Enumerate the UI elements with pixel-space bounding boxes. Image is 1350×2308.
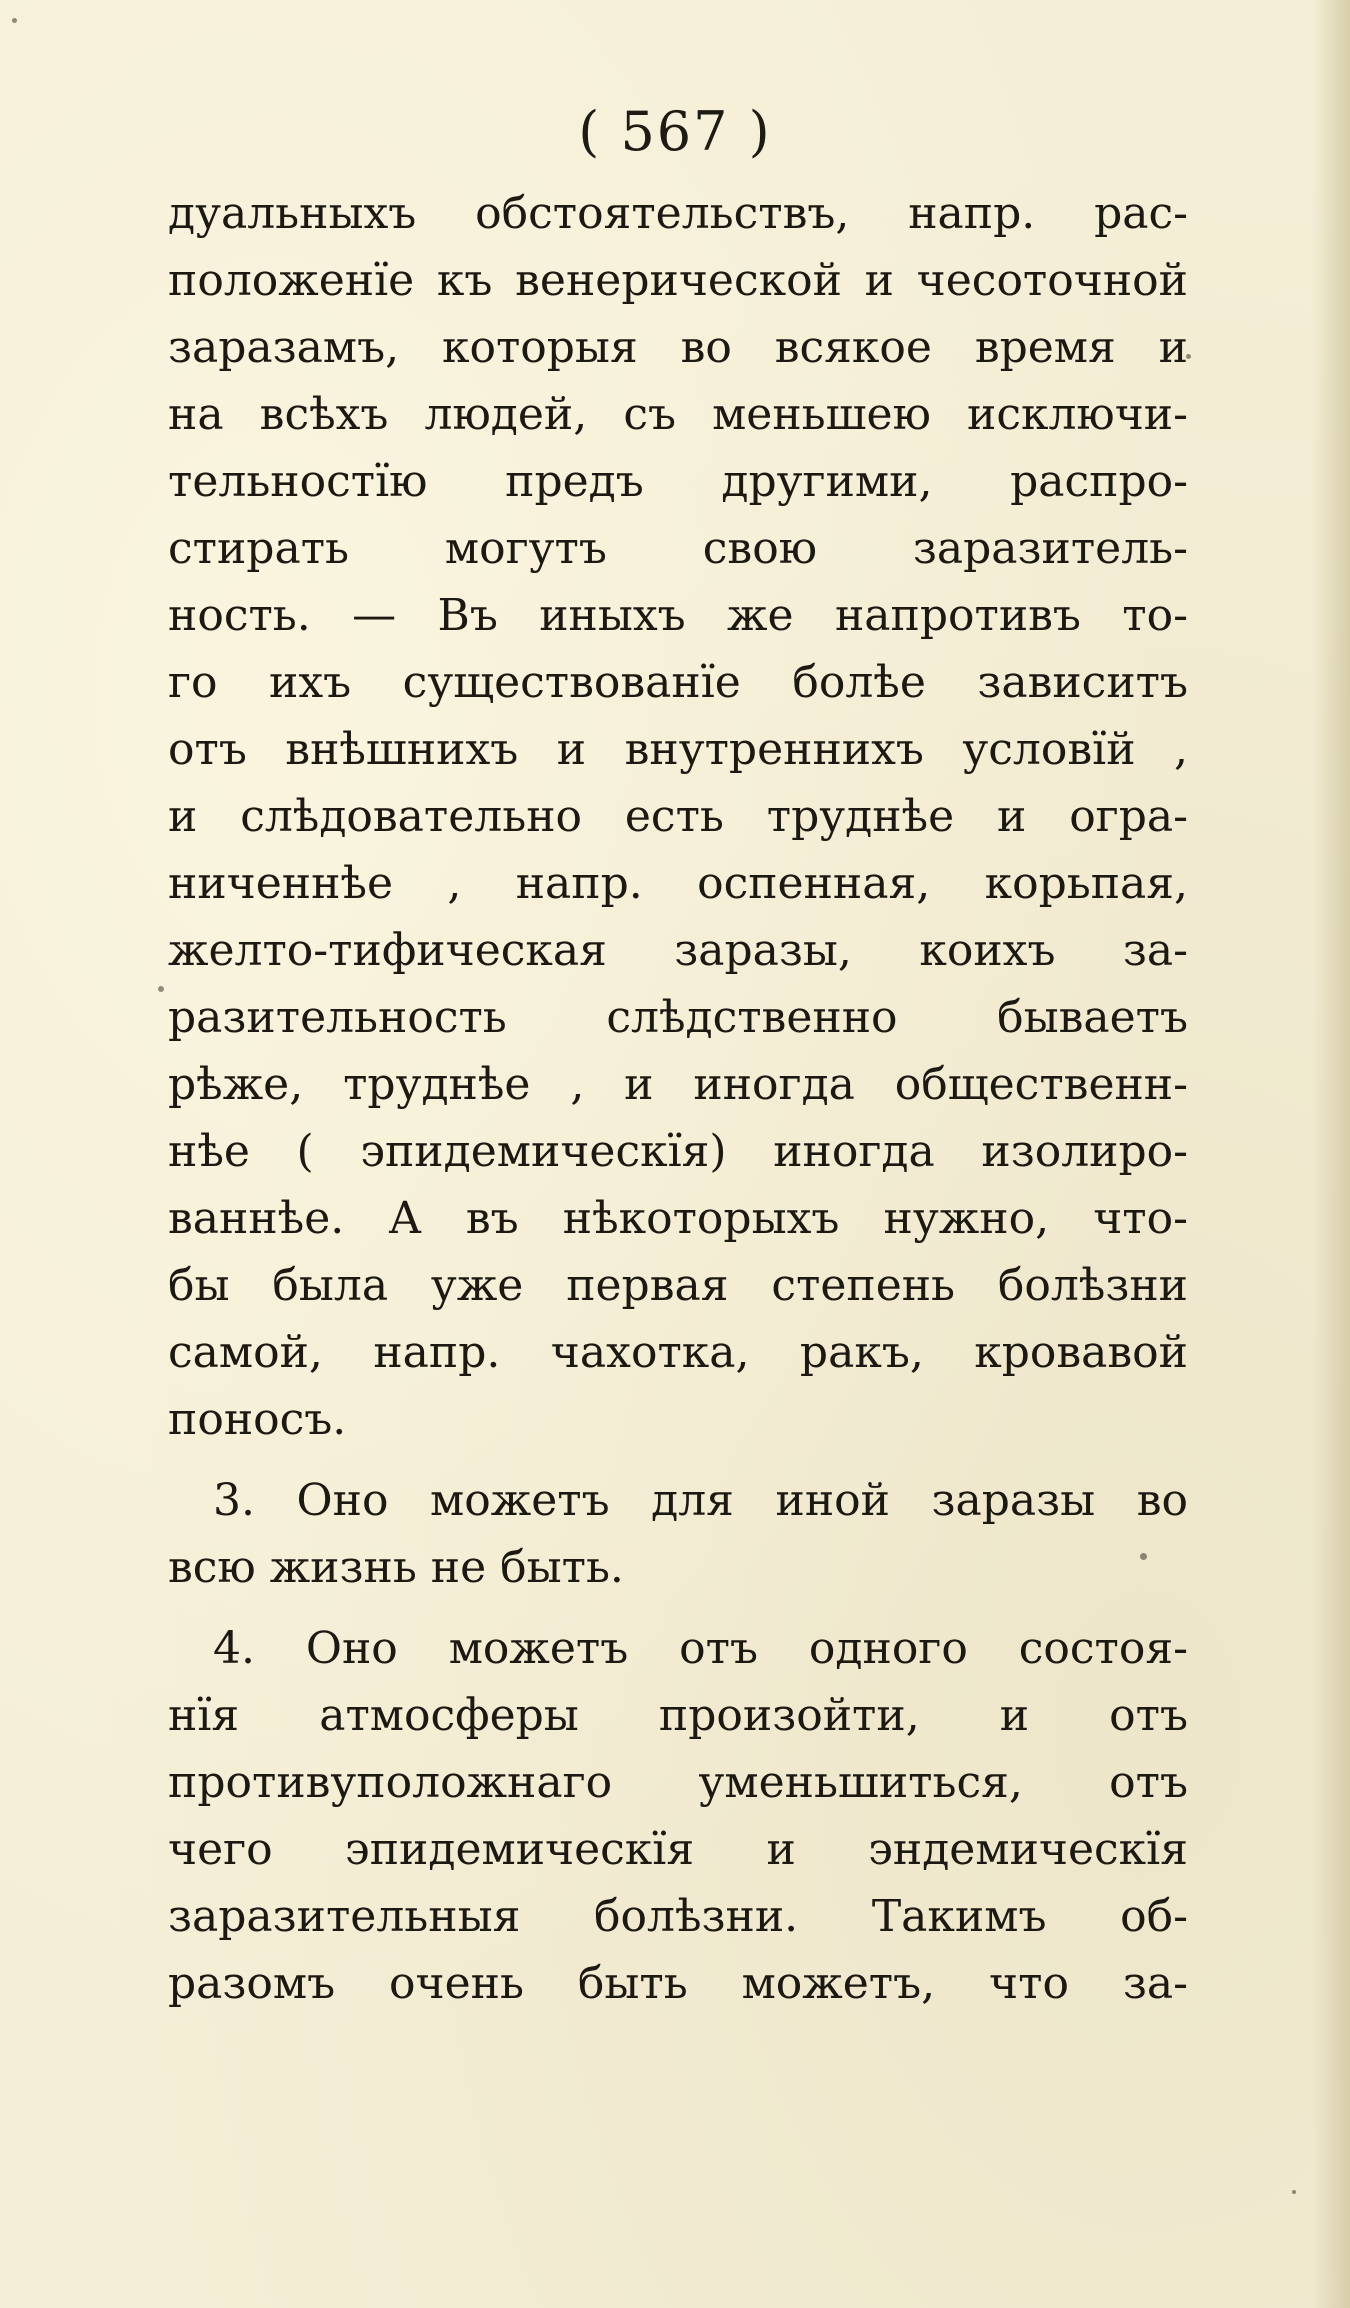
text-line: поносъ. [168,1394,347,1445]
text-line: отъ внѣшнихъ и внутреннихъ условïй , [168,724,1188,775]
text-line: рѣже, труднѣе , и иногда общественн- [168,1059,1188,1110]
text-line: всю жизнь не быть. [168,1542,624,1593]
paragraph-gap [168,1453,1188,1467]
text-line: нѣе ( эпидемическïя) иногда изолиро- [168,1126,1188,1177]
text-line: желто-тифическая заразы, коихъ за- [168,925,1188,976]
page-edge-shadow [1312,0,1350,2308]
body-text [168,180,1188,2017]
text-line: 3. Оно можетъ для иной заразы во [213,1475,1188,1526]
ink-speck [1292,2190,1296,2194]
text-line: самой, напр. чахотка, ракъ, кровавой [168,1327,1188,1378]
text-line: стирать могутъ свою заразитель- [168,523,1188,574]
text-line: разительность слѣдственно бываетъ [168,992,1188,1043]
text-line: тельностïю предъ другими, распро- [168,456,1188,507]
text-line: заразительныя болѣзни. Такимъ об- [168,1891,1188,1942]
ink-speck [12,18,17,23]
text-line: заразамъ, которыя во всякое время и [168,322,1188,373]
text-line: на всѣхъ людей, съ меньшею исключи- [168,389,1188,440]
text-line: противуположнаго уменьшиться, отъ [168,1757,1188,1808]
text-line: ность. — Въ иныхъ же напротивъ то- [168,590,1188,641]
text-line: нïя атмосферы произойти, и отъ [168,1690,1188,1741]
text-line: бы была уже первая степень болѣзни [168,1260,1188,1311]
text-line: чего эпидемическïя и эндемическïя [168,1824,1188,1875]
text-line: ваннѣе. А въ нѣкоторыхъ нужно, что- [168,1193,1188,1244]
ink-speck [158,986,164,992]
paragraph-gap [168,1601,1188,1615]
text-line: положенïе къ венерической и чесоточной [168,255,1188,306]
text-line: 4. Оно можетъ отъ одного состоя- [213,1623,1188,1674]
text-line: разомъ очень быть можетъ, что за- [168,1958,1188,2009]
page-number: ( 567 ) [578,100,772,163]
text-line: и слѣдовательно есть труднѣе и огра- [168,791,1188,842]
text-line: го ихъ существованïе болѣе зависитъ [168,657,1188,708]
text-line: ниченнѣе , напр. оспенная, корьпая, [168,858,1188,909]
text-line: дуальныхъ обстоятельствъ, напр. рас- [168,188,1188,239]
